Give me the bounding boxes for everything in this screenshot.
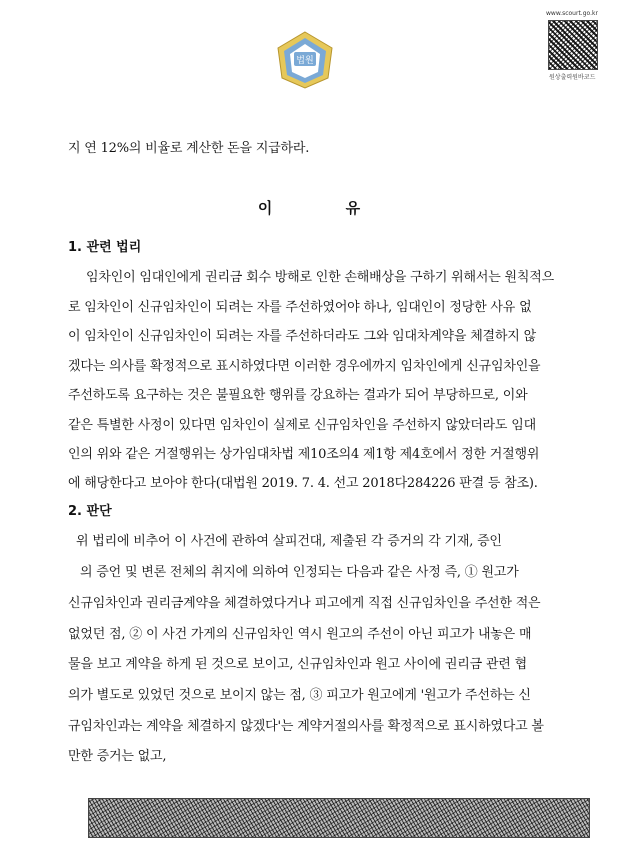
paragraph-line: 겠다는 의사를 확정적으로 표시하였다면 이러한 경우에까지 임차인에게 신규임차인을 [68, 359, 541, 374]
paragraph-line: 같은 특별한 사정이 있다면 임차인이 실제로 신규임차인을 주선하지 않았더라도 임대 [68, 418, 536, 433]
section1-heading: 1. 관련 법리 [68, 240, 142, 255]
paragraph-line: 없었던 점, ② 이 사건 가게의 신규임차인 역시 원고의 주선이 아닌 피고가 내놓은 매 [68, 627, 532, 642]
paragraph-line: 만한 증거는 없고, [68, 749, 167, 764]
paragraph-line: 로 임차인이 신규임차인이 되려는 자를 주선하였어야 하나, 임대인이 정당한 사유 없 [68, 300, 532, 315]
paragraph-line: 위 법리에 비추어 이 사건에 관하여 살피건대, 제출된 각 증거의 각 기재, 증인 [76, 534, 502, 549]
court-seal-icon [272, 28, 338, 92]
paragraph-line: 인의 위와 같은 거절행위는 상가임대차법 제10조의4 제1항 제4호에서 정한 거절행위 [68, 447, 540, 462]
qr-barcode [548, 20, 598, 70]
paragraph-line: 의 증언 및 변론 전체의 취지에 의하여 인정되는 다음과 같은 사정 즉, ① 원고가 [80, 565, 519, 580]
seal-label: 법원 [296, 56, 314, 66]
footer-barcode-strip [88, 798, 590, 838]
section2-heading: 2. 판단 [68, 504, 112, 519]
court-url: www.scourt.go.kr [546, 10, 598, 17]
barcode-caption: 원상출력원바코드 [549, 74, 596, 81]
paragraph-line: 신규임차인과 권리금계약을 체결하였다거나 피고에게 직접 신규임차인을 주선한 적은 [68, 596, 541, 611]
paragraph-line: 의가 별도로 있었던 것으로 보이지 않는 점, ③ 피고가 원고에게 '원고가 주선하는 신 [68, 688, 531, 703]
paragraph-line: 에 해당한다고 보아야 한다(대법원 2019. 7. 4. 선고 2018다284226 판결 등 참조). [68, 476, 538, 491]
paragraph-line: 규임차인과는 계약을 체결하지 않겠다'는 계약거절의사를 확정적으로 표시하였다고 볼 [68, 719, 544, 734]
paragraph-line: 임차인이 임대인에게 권리금 회수 방해로 인한 손해배상을 구하기 위해서는 원칙적으 [86, 270, 554, 285]
continued-line: 지 연 12%의 비율로 계산한 돈을 지급하라. [68, 141, 310, 156]
paragraph-line: 주선하도록 요구하는 것은 불필요한 행위를 강요하는 결과가 되어 부당하므로, 이와 [68, 388, 528, 403]
paragraph-line: 이 임차인이 신규임차인이 되려는 자를 주선하더라도 그와 임대차계약을 체결하지 않 [68, 329, 536, 344]
paragraph-line: 물을 보고 계약을 하게 된 것으로 보이고, 신규임차인과 원고 사이에 권리금 관련 협 [68, 657, 527, 672]
section-title: 이 유 [257, 199, 395, 217]
